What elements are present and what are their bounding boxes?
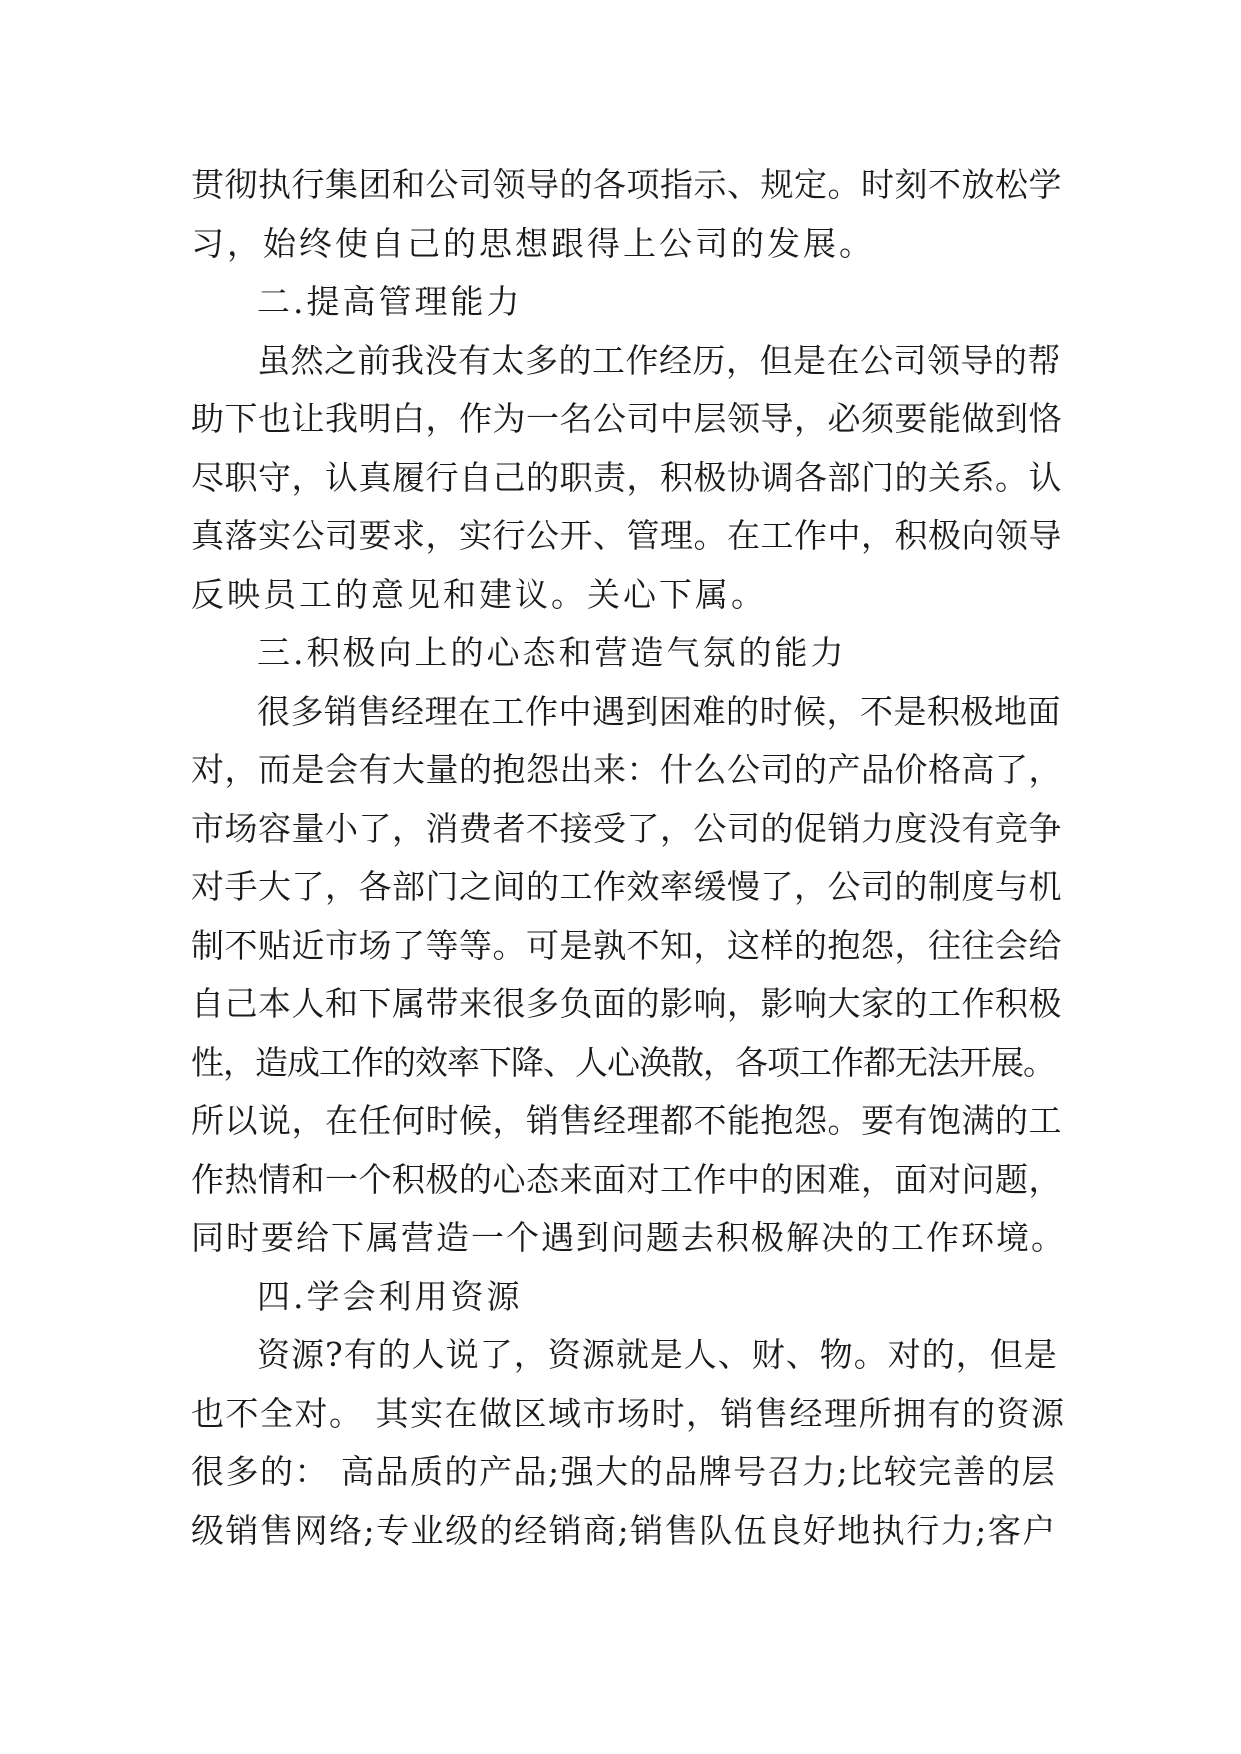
paragraph-line: 习，始终使自己的思想跟得上公司的发展。 — [191, 223, 875, 263]
paragraph-line: 助下也让我明白，作为一名公司中层领导，必须要能做到恪 — [191, 399, 1062, 438]
paragraph-line: 贯彻执行集团和公司领导的各项指示、规定。时刻不放松学 — [191, 165, 1062, 204]
paragraph-line: 性，造成工作的效率下降、人心涣散，各项工作都无法开展。 — [191, 1042, 1055, 1082]
paragraph-line: 制不贴近市场了等等。可是孰不知，这样的抱怨，往往会给 — [191, 925, 1062, 965]
paragraph-line: 市场容量小了，消费者不接受了，公司的促销力度没有竞争 — [191, 808, 1062, 848]
paragraph-line: 级销售网络;专业级的经销商;销售队伍良好地执行力;客户 — [191, 1510, 1057, 1550]
paragraph-line: 资源?有的人说了，资源就是人、财、物。对的，但是 — [257, 1335, 1058, 1374]
section-heading: 四.学会利用资源 — [257, 1276, 523, 1316]
paragraph-line: 反映员工的意见和建议。关心下属。 — [191, 574, 767, 614]
section-heading: 二.提高管理能力 — [257, 282, 523, 321]
body-text — [191, 156, 1066, 1560]
paragraph-line: 真落实公司要求，实行公开、管理。在工作中，积极向领导 — [191, 516, 1062, 555]
paragraph-line: 对手大了，各部门之间的工作效率缓慢了，公司的制度与机 — [191, 867, 1062, 906]
paragraph-line: 同时要给下属营造一个遇到问题去积极解决的工作环境。 — [191, 1218, 1066, 1257]
paragraph-line: 对，而是会有大量的抱怨出来：什么公司的产品价格高了， — [191, 750, 1062, 789]
section-heading: 三.积极向上的心态和营造气氛的能力 — [257, 633, 847, 672]
paragraph-line: 尽职守，认真履行自己的职责，积极协调各部门的关系。认 — [191, 457, 1062, 497]
paragraph-line: 很多的： 高品质的产品;强大的品牌号召力;比较完善的层 — [191, 1452, 1057, 1491]
paragraph-line: 自己本人和下属带来很多负面的影响，影响大家的工作积极 — [191, 984, 1062, 1023]
paragraph-line: 也不全对。 其实在做区域市场时，销售经理所拥有的资源 — [191, 1393, 1066, 1433]
paragraph-line: 虽然之前我没有太多的工作经历，但是在公司领导的帮 — [257, 340, 1061, 380]
paragraph-line: 很多销售经理在工作中遇到困难的时候，不是积极地面 — [257, 691, 1061, 731]
paragraph-line: 所以说，在任何时候，销售经理都不能抱怨。要有饱满的工 — [191, 1101, 1062, 1140]
paragraph-line: 作热情和一个积极的心态来面对工作中的困难，面对问题， — [191, 1159, 1062, 1199]
